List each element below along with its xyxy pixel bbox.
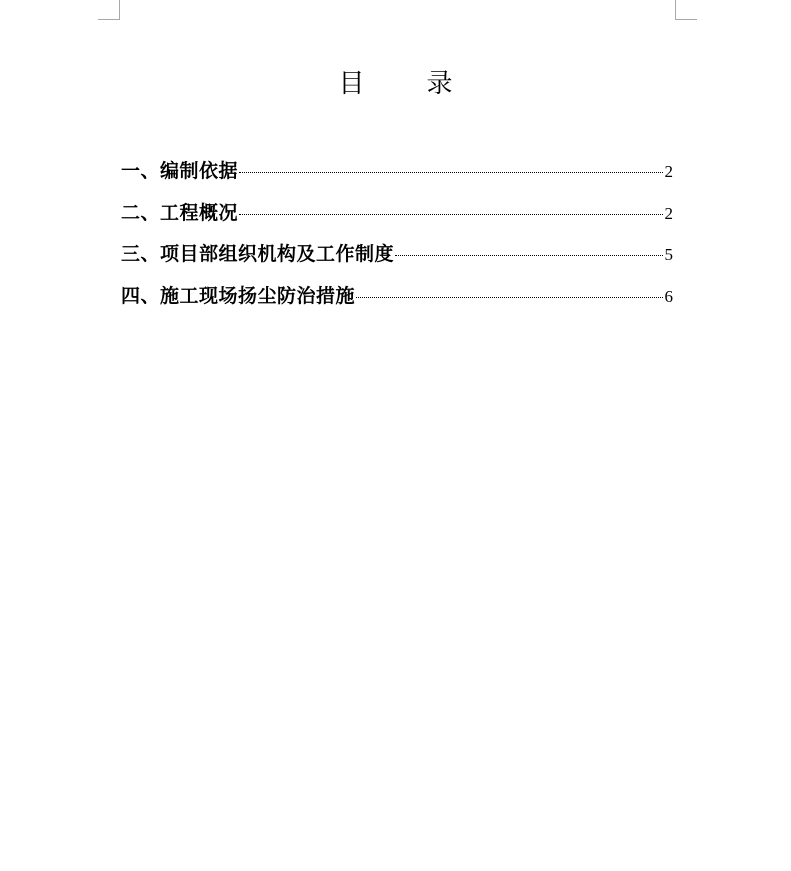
toc-entry-label[interactable]: 二、工程概况 (121, 201, 239, 224)
toc-dot-leader (356, 297, 662, 298)
toc-entry-page[interactable]: 5 (664, 245, 673, 264)
toc-entry-page[interactable]: 2 (664, 162, 673, 181)
toc-entry-page[interactable]: 6 (664, 286, 673, 306)
toc-title-char: 目 (338, 69, 365, 99)
toc-dot-leader (395, 255, 662, 256)
page-corner-mark-top-right (675, 0, 697, 20)
toc-dot-leader (239, 172, 662, 173)
toc-title (0, 66, 791, 102)
toc-list (121, 158, 673, 324)
toc-dot-leader (239, 214, 662, 215)
page-corner-mark-top-left (98, 0, 120, 20)
toc-title-char: 录 (426, 69, 453, 99)
toc-entry-label[interactable]: 一、编制依据 (121, 160, 239, 182)
toc-entry-label[interactable]: 四、施工现场扬尘防治措施 (121, 284, 356, 307)
toc-entry[interactable] (121, 200, 673, 242)
toc-entry-label[interactable]: 三、项目部组织机构及工作制度 (121, 243, 395, 265)
toc-entry[interactable] (121, 241, 673, 283)
toc-entry[interactable] (121, 158, 673, 200)
toc-entry[interactable] (121, 283, 673, 325)
toc-entry-page[interactable]: 2 (664, 203, 673, 223)
